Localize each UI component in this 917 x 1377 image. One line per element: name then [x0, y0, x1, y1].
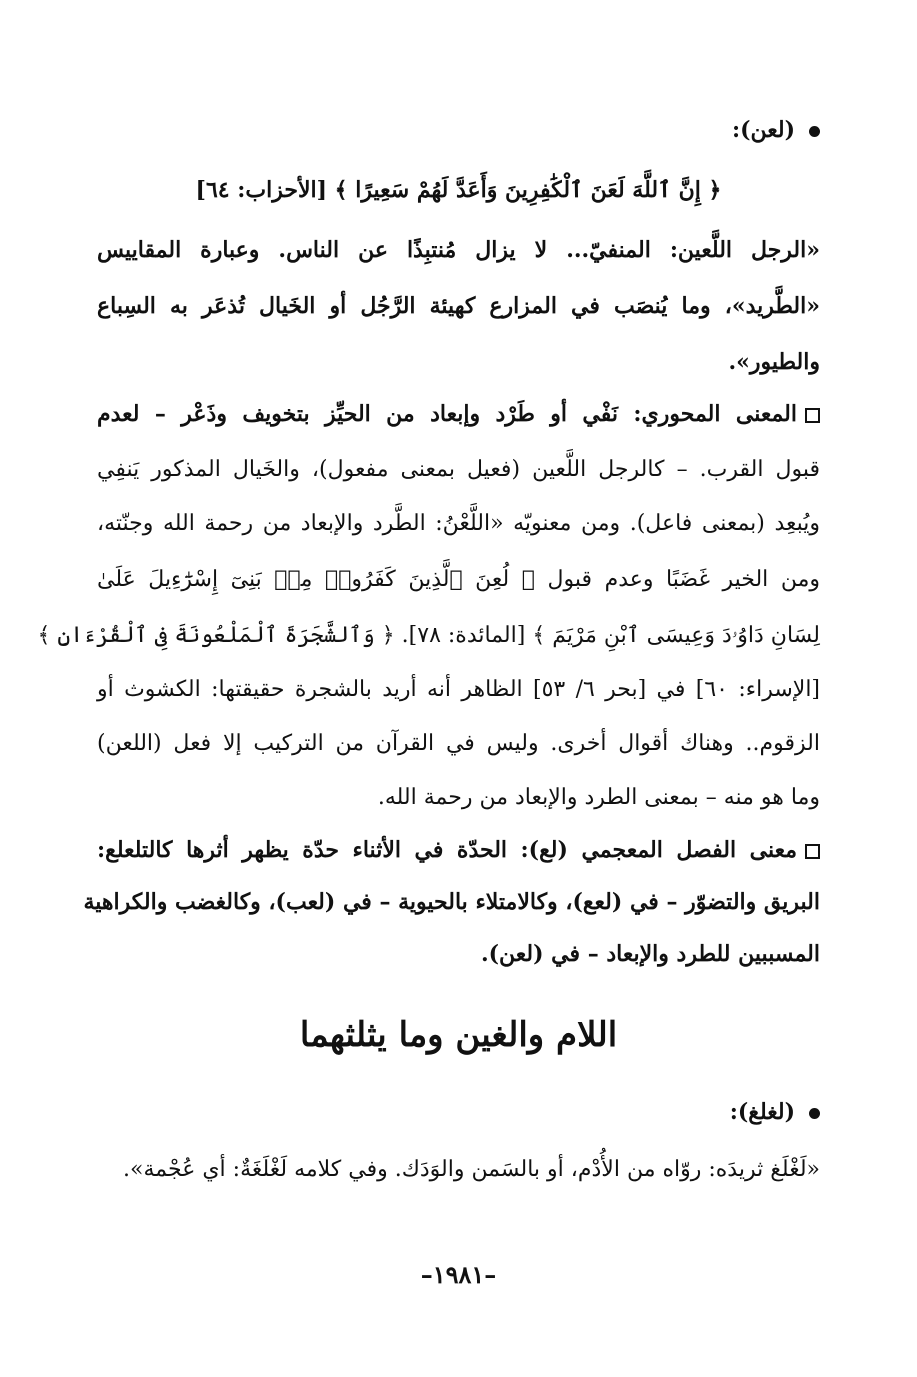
paragraph-line: لِسَانِ دَاوُۥدَ وَعِيسَى ٱبْنِ مَرْيَمَ ﴾ [المائدة: ٧٨]. ﴿ وَٱلشَّجَرَةَ ٱلْمَلْعُونَةَ فِى ٱلْقُرْءَانِ ﴾ — [37, 623, 820, 648]
paragraph-line: «الرجل اللَّعين: المنفيّ... لا يزال مُنتبِذًا عن الناس. وعبارة المقاييس — [97, 237, 820, 263]
entry-title-text: (لعن): — [731, 117, 795, 143]
quran-verse: ﴿ إِنَّ ٱللَّهَ لَعَنَ ٱلْكَٰفِرِينَ وَأَعَدَّ لَهُمْ سَعِيرًا ﴾ [الأحزاب: ٦٤] — [195, 177, 722, 203]
paragraph-line: والطيور». — [728, 349, 820, 375]
paragraph-line: [الإسراء: ٦٠] في [بحر ٦/ ٥٣] الظاهر أنه أريد بالشجرة حقيقتها: الكشوث أو — [97, 677, 821, 702]
paragraph-line: المسببين للطرد والإبعاد – في (لعن). — [480, 941, 820, 967]
section-heading: اللام والغين وما يثلثهما — [299, 1015, 618, 1055]
paragraph-line: البريق والتضوّر – في (لعع)، وكالامتلاء بالحيوية – في (لعب)، وكالغضب والكراهية — [83, 889, 820, 915]
paragraph-line: قبول القرب. – كالرجل اللَّعين (فعيل بمعنى مفعول)، والخَيال المذكور يَنفِي — [97, 457, 820, 482]
paragraph-line: ويُبعِد (بمعنى فاعل). ومن معنويّه «اللَّعْنُ: الطَّرد والإبعاد من رحمة الله وجنّته، — [97, 511, 820, 536]
paragraph-line: «الطَّريد»، وما يُنصَب في المزارع كهيئة الرَّجُل أو الخَيال تُذعَر به السِباع — [97, 293, 820, 319]
paragraph-line: ومن الخير غَضَبًا وعدم قبول ﴿ لُعِنَ ٱلَّذِينَ كَفَرُوا۟ مِنۢ بَنِىٓ إِسْرَٰٓءِيلَ عَلَىٰ — [97, 567, 820, 592]
page-number: –١٩٨١– — [420, 1260, 497, 1289]
entry-title-laghlagh — [97, 1094, 820, 1132]
square-box-icon — [805, 844, 820, 859]
bullet-icon — [809, 126, 820, 137]
square-box-icon — [805, 408, 820, 423]
paragraph-line: «لَغْلَغ ثريدَه: روّاه من الأُدْم، أو بالسَمن والوَدَك. وفي كلامه لَغْلَغَةٌ: أي عُجْمة». — [123, 1157, 820, 1182]
entry-title-laan — [97, 112, 820, 150]
central-meaning-line: المعنى المحوري: نَفْي أو طَرْد وإبعاد من الحيِّز بتخويف وذَعْر – لعدم — [97, 396, 820, 434]
lexical-meaning-line: معنى الفصل المعجمي (لع): الحدّة في الأثناء حدّة يظهر أثرها كالتلعلع: — [97, 832, 820, 870]
paragraph-line: الزقوم.. وهناك أقوال أخرى. وليس في القرآن من التركيب إلا فعل (اللعن) — [97, 731, 820, 756]
entry-title-text: (لغلغ): — [729, 1099, 795, 1125]
bullet-icon — [809, 1108, 820, 1119]
paragraph-line: وما هو منه – بمعنى الطرد والإبعاد من رحمة الله. — [377, 785, 820, 810]
